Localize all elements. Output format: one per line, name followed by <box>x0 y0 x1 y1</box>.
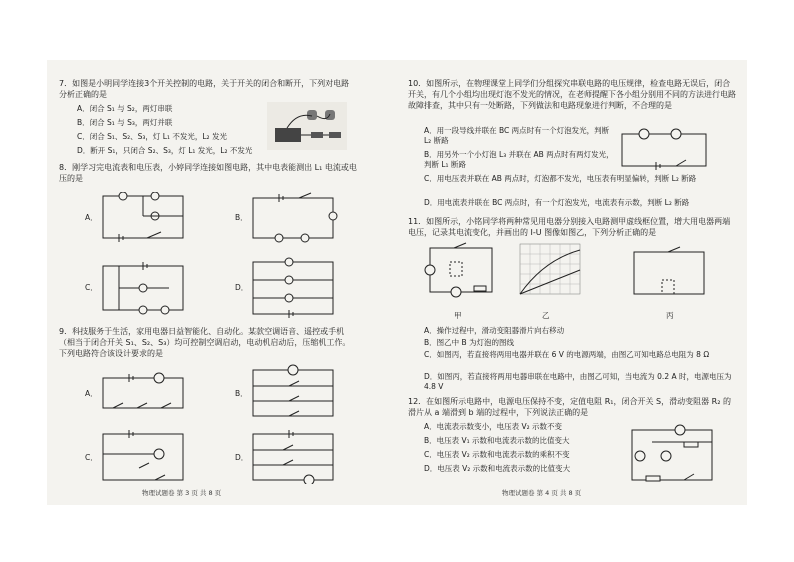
q8-label-c: C． <box>85 283 98 292</box>
q11-fig-jia-circuit <box>424 242 500 302</box>
q10-option-b: B．用另外一个小灯泡 L₃ 并联在 AB 两点时有两灯发光，判断 L₁ 断路 <box>424 150 614 169</box>
q11-option-a: A．操作过程中，滑动变阻器滑片向右移动 <box>424 326 565 335</box>
q8-circuit-a <box>99 192 189 244</box>
q12-option-b: B．电压表 V₁ 示数和电流表示数的比值变大 <box>424 436 570 445</box>
q9-circuit-b <box>249 364 339 420</box>
q11-option-c: C．如图丙，若直接将两用电器并联在 6 V 的电源两端，由图乙可知电路总电阻为 8 Ω <box>424 350 710 359</box>
q12-option-d: D．电压表 V₂ 示数和电流表示数的比值变大 <box>424 464 571 473</box>
page-4 <box>402 60 747 505</box>
q11-stem: 11．如图所示，小铭同学将两种常见用电器分别接入电路测甲虚线框位置，增大用电器两端电压，记录其电流变化，并画出的 I-U 图像如图乙，下列分析正确的是 <box>408 217 731 237</box>
q9-label-b: B． <box>235 389 248 398</box>
q7-circuit-photo <box>267 102 347 150</box>
q8-stem: 8．刚学习完电流表和电压表，小婷同学连接如图电路，其中电表能测出 L₁ 电流或电压的是 <box>59 163 357 183</box>
q11-fig-bing-circuit <box>628 246 712 300</box>
q12-stem: 12．在如图所示电路中，电源电压保持不变，定值电阻 R₁，闭合开关 S，滑动变阻器 R₂ 的滑片从 a 端滑到 b 端的过程中，下列说法正确的是 <box>408 397 731 417</box>
page-3 <box>47 60 392 505</box>
q10-option-d: D．用电流表并联在 BC 两点时，有一个灯泡发光，电流表有示数，判断 L₂ 断路 <box>424 198 690 207</box>
q12-circuit <box>626 420 722 486</box>
page-3-footer: 物理试题卷 第 3 页 共 8 页 <box>142 489 222 497</box>
q11-option-b: B．图乙中 B 为灯泡的图线 <box>424 338 515 347</box>
q11-fig-label-bing: 丙 <box>666 311 674 320</box>
q8-circuit-b <box>249 192 339 244</box>
q10-stem: 10．如图所示，在物理课堂上同学们分组探究串联电路的电压规律，检查电路无误后，闭合开关，有几个小组均出现灯泡不发光的情况，在老师提醒下各小组分别用不同的方法进行电路故障排查，其中只有一处断路，下列做法和电路现象进行判断，不合理的是 <box>408 79 736 110</box>
q7-option-b: B．闭合 S₁ 与 S₃，两灯并联 <box>77 118 173 127</box>
q9-stem: 9．科技服务于生活，家用电器日益智能化、自动化。某款空调语音、遥控或手机（相当于闭合开关 S₁、S₂、S₃）均可控制空调启动，电动机启动后，压缩机工作。下列电路符合该设计要求的是 <box>59 327 351 358</box>
q7-stem: 7．如图是小明同学连接3个开关控制的电路，关于开关的闭合和断开，下列对电路分析正确的是 <box>59 79 350 99</box>
exam-sheet <box>47 60 747 505</box>
q9-circuit-c <box>99 428 189 484</box>
page-4-footer: 物理试题卷 第 4 页 共 8 页 <box>502 489 582 497</box>
q9-label-d: D． <box>235 453 249 462</box>
q11-option-d: D．如图丙，若直接将两用电器串联在电路中，由图乙可知，当电流为 0.2 A 时，电源电压为 4.8 V <box>424 372 732 391</box>
q11-fig-label-jia: 甲 <box>454 311 462 320</box>
q7-option-d: D．断开 S₁，只闭合 S₂、S₃，灯 L₁ 发光，L₂ 不发光 <box>77 146 253 155</box>
q12-option-c: C．电压表 V₂ 示数和电流表示数的乘积不变 <box>424 450 570 459</box>
q7-option-c: C．闭合 S₁、S₂、S₃，灯 L₁ 不发光，L₂ 发光 <box>77 132 227 141</box>
q11-fig-yi-graph <box>514 240 588 302</box>
q8-circuit-c <box>99 260 189 316</box>
q9-circuit-a <box>99 370 189 414</box>
q12-option-a: A．电流表示数变小，电压表 V₂ 示数不变 <box>424 422 563 431</box>
q11-fig-label-yi: 乙 <box>542 311 550 320</box>
q9-circuit-d <box>249 428 339 484</box>
q8-circuit-d <box>249 256 339 318</box>
q9-label-c: C． <box>85 453 98 462</box>
q10-option-c: C．用电压表并联在 AB 两点时，灯泡都不发光，电压表有明显偏转，判断 L₂ 断路 <box>424 174 697 183</box>
q8-label-a: A． <box>85 213 98 222</box>
q9-label-a: A． <box>85 389 98 398</box>
q8-label-b: B． <box>235 213 248 222</box>
q10-series-circuit <box>616 126 716 172</box>
q7-option-a: A．闭合 S₁ 与 S₂，两灯串联 <box>77 104 173 113</box>
q8-label-d: D． <box>235 283 249 292</box>
q10-option-a: A．用一段导线并联在 BC 两点时有一个灯泡发光，判断 L₂ 断路 <box>424 126 610 145</box>
